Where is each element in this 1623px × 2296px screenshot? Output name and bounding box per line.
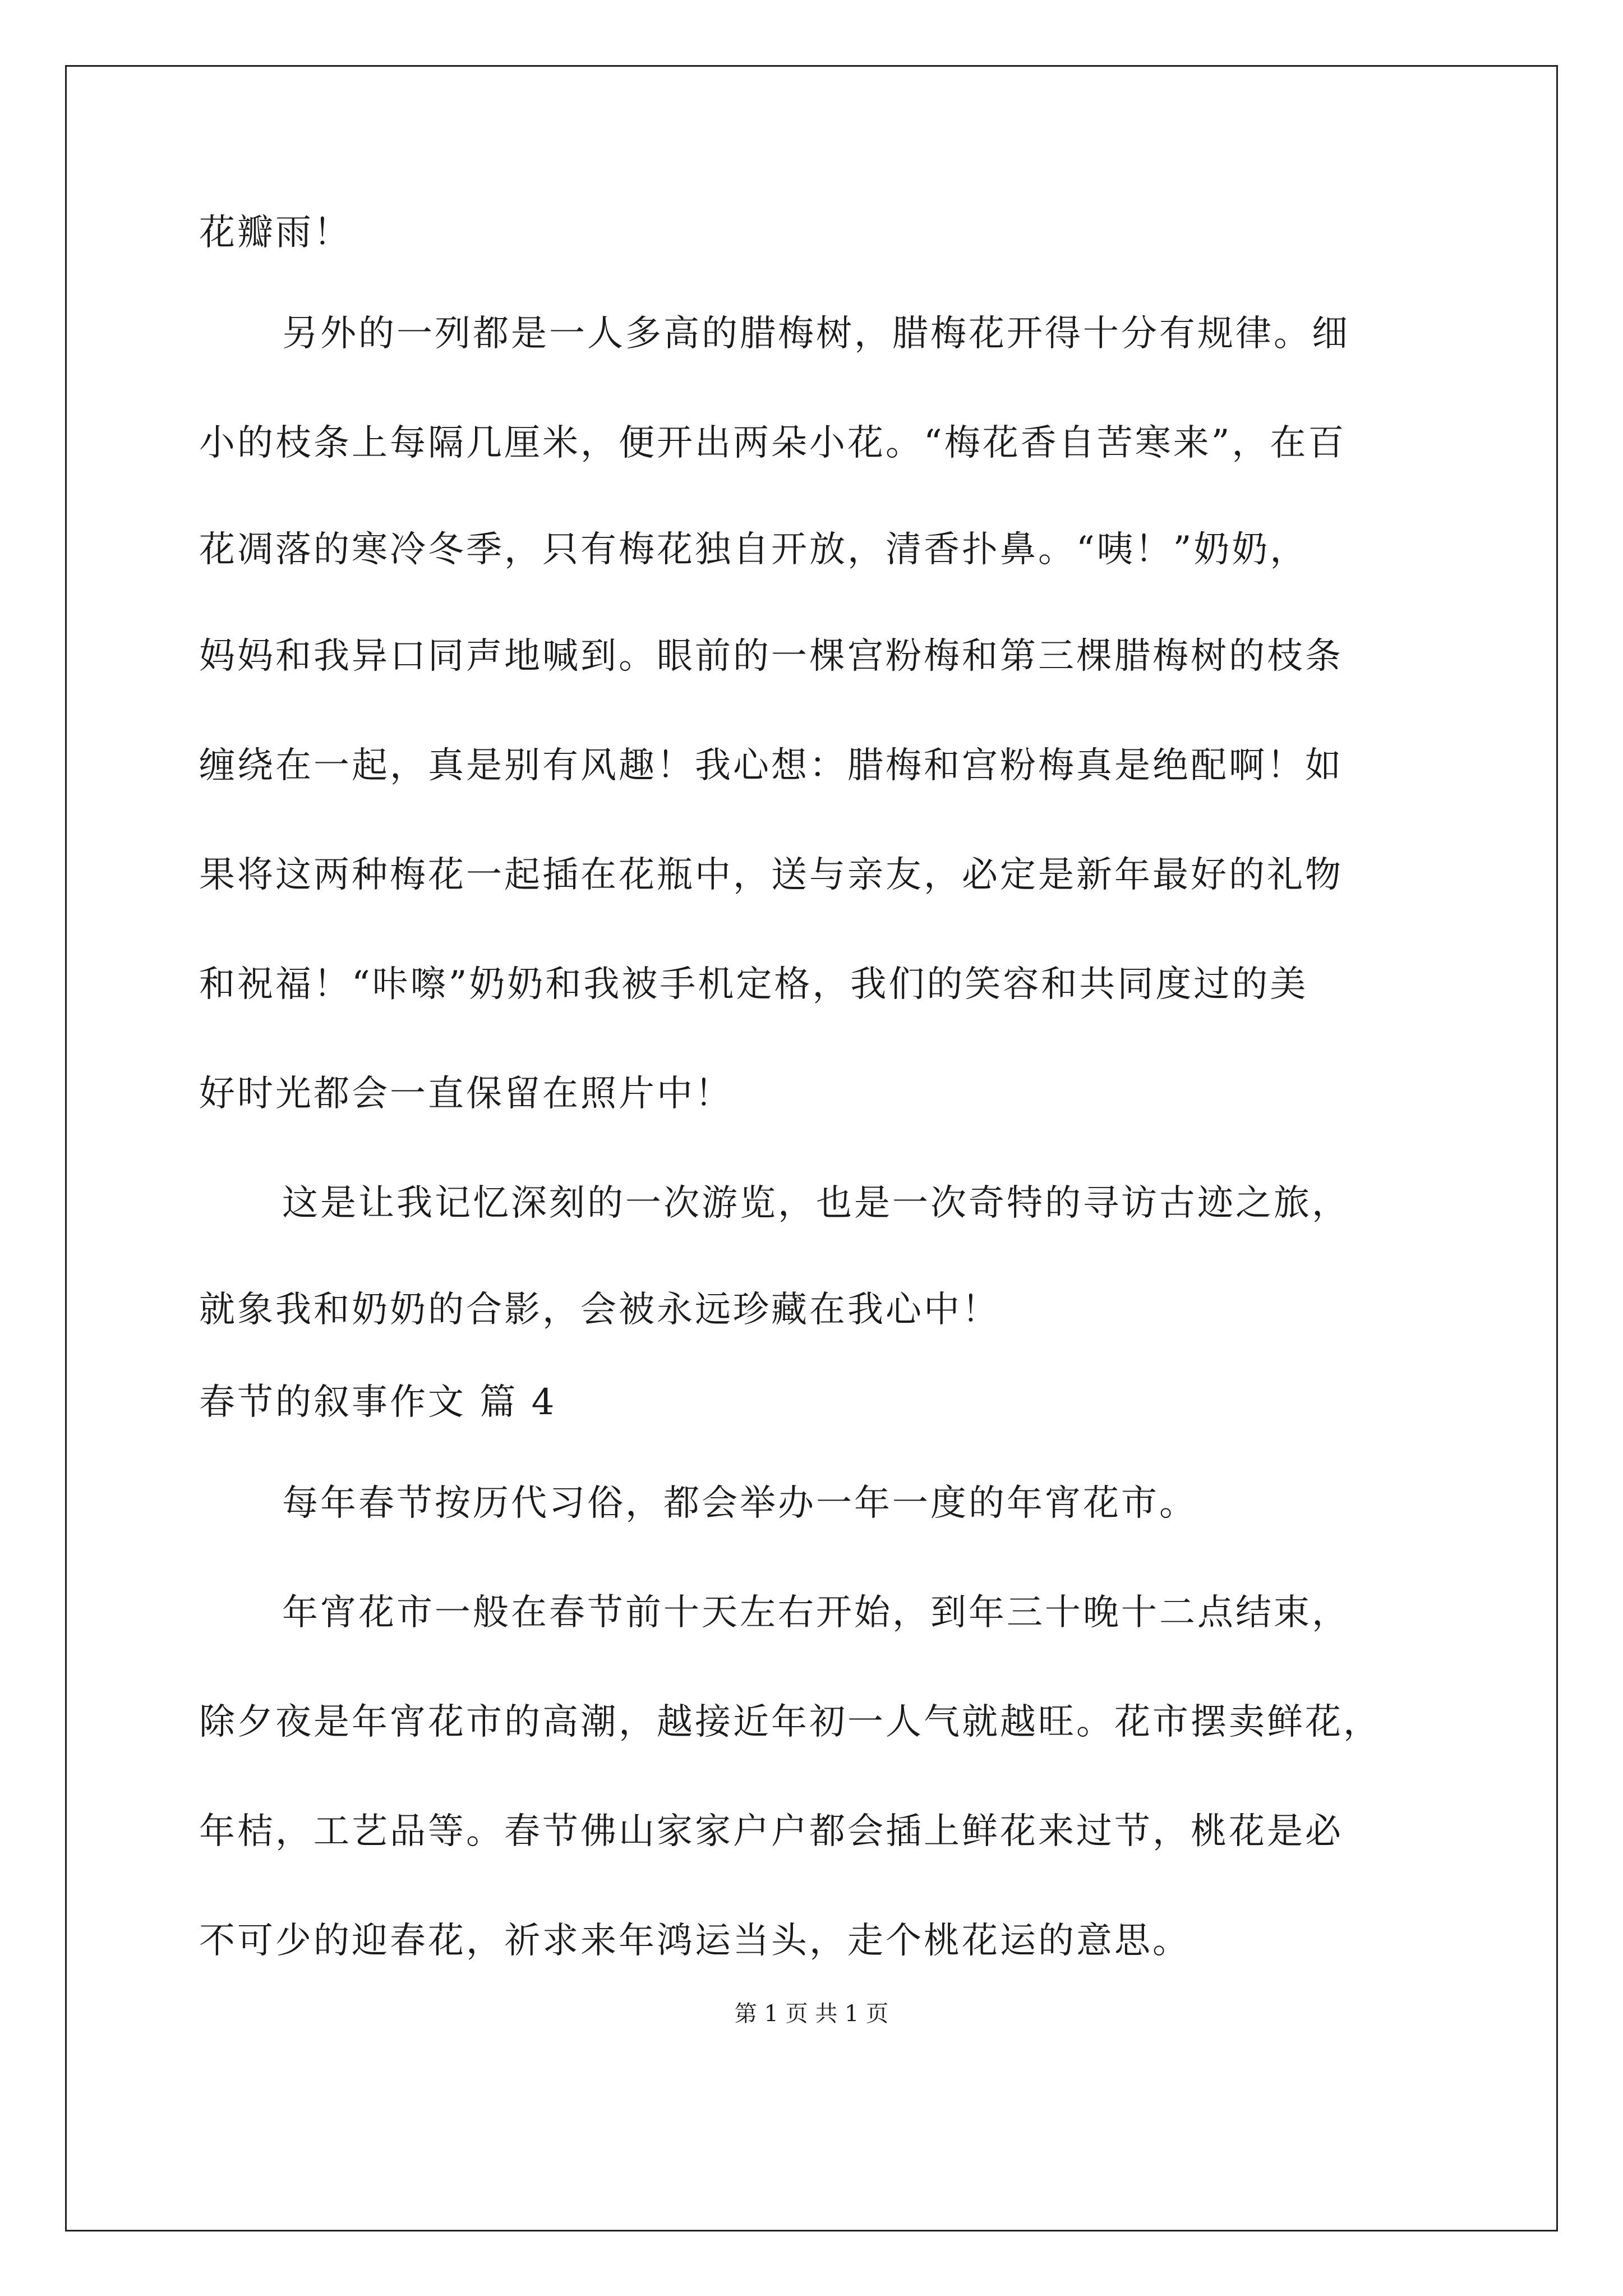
page-frame [65, 65, 1558, 2231]
text-line: 除夕夜是年宵花市的高潮，越接近年初一人气就越旺。花市摆卖鲜花， [199, 1701, 1381, 1743]
text-line: 年桔，工艺品等。春节佛山家家户户都会插上鲜花来过节，桃花是必 [199, 1811, 1343, 1852]
paragraph-line: 这是让我记忆深刻的一次游览，也是一次奇特的寻访古迹之旅， [282, 1182, 1350, 1224]
section-heading: 春节的叙事作文 篇 4 [199, 1382, 557, 1423]
text-line: 花瓣雨！ [199, 212, 352, 254]
text-line: 妈妈和我异口同声地喊到。眼前的一棵宫粉梅和第三棵腊梅树的枝条 [199, 636, 1343, 677]
text-line: 小的枝条上每隔几厘米，便开出两朵小花。“梅花香自苦寒来”，在百 [199, 422, 1347, 464]
text-line: 花凋落的寒冷冬季，只有梅花独自开放，清香扑鼻。“咦！”奶奶， [199, 529, 1308, 570]
text-line: 果将这两种梅花一起插在花瓶中，送与亲友，必定是新年最好的礼物 [199, 854, 1343, 896]
text-line: 就象我和奶奶的合影，会被永远珍藏在我心中！ [199, 1289, 1000, 1331]
paragraph-line: 年宵花市一般在春节前十天左右开始，到年三十晚十二点结束， [282, 1592, 1350, 1634]
text-line: 好时光都会一直保留在照片中！ [199, 1073, 733, 1115]
text-line: 缠绕在一起，真是别有风趣！我心想：腊梅和宫粉梅真是绝配啊！如 [199, 745, 1343, 786]
paragraph-line: 另外的一列都是一人多高的腊梅树，腊梅花开得十分有规律。细 [282, 313, 1350, 355]
paragraph-line: 每年春节按历代习俗，都会举办一年一度的年宵花市。 [282, 1483, 1197, 1524]
text-line: 和祝福！“咔嚓”奶奶和我被手机定格，我们的笑容和共同度过的美 [199, 964, 1308, 1005]
text-line: 不可少的迎春花，祈求来年鸿运当头，走个桃花运的意思。 [199, 1920, 1191, 1962]
page-footer: 第 1 页 共 1 页 [734, 2001, 889, 2027]
